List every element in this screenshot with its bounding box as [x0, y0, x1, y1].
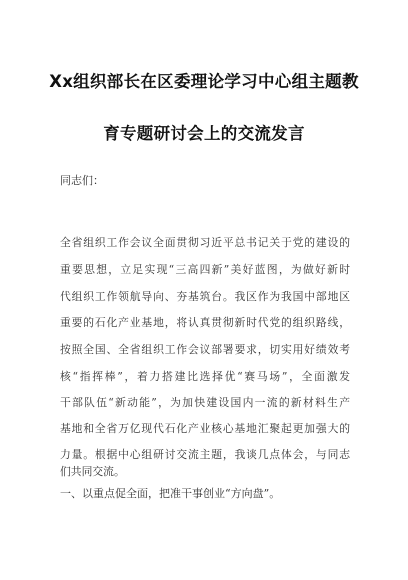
paragraph-line: 重要的石化产业基地，将认真贯彻新时代党的组织路线，: [60, 316, 350, 329]
document-title-line-2: 育专题研讨会上的交流发言: [103, 124, 305, 143]
paragraph-line: 重要思想，立足实现“三高四新”美好蓝图，为做好新时: [60, 263, 350, 276]
section-heading: 一、以重点促全面，把准干事创业“方向盘”。: [60, 487, 281, 500]
paragraph-line: 干部队伍“新动能”，为加快建设国内一流的新材料生产: [60, 396, 350, 409]
paragraph-line: 基地和全省万亿现代石化产业核心基地汇聚起更加强大的: [60, 422, 350, 435]
paragraph-line: 核“指挥棒”，着力搭建比选择优“赛马场”，全面激发: [60, 370, 350, 383]
paragraph-line: 全省组织工作会议全面贯彻习近平总书记关于党的建设的: [60, 236, 350, 249]
paragraph-line: 代组织工作领航导向、夯基筑台。我区作为我国中部地区: [60, 290, 350, 303]
document-title-line-1: Xx组织部长在区委理论学习中心组主题教: [49, 72, 359, 91]
paragraph-line: 力量。根据中心组研讨交流主题，我谈几点体会，与同志: [60, 448, 350, 461]
paragraph-line: 们共同交流。: [60, 465, 125, 478]
paragraph-line: 按照全国、全省组织工作会议部署要求，切实用好绩效考: [60, 343, 350, 356]
salutation: 同志们：: [60, 174, 104, 187]
